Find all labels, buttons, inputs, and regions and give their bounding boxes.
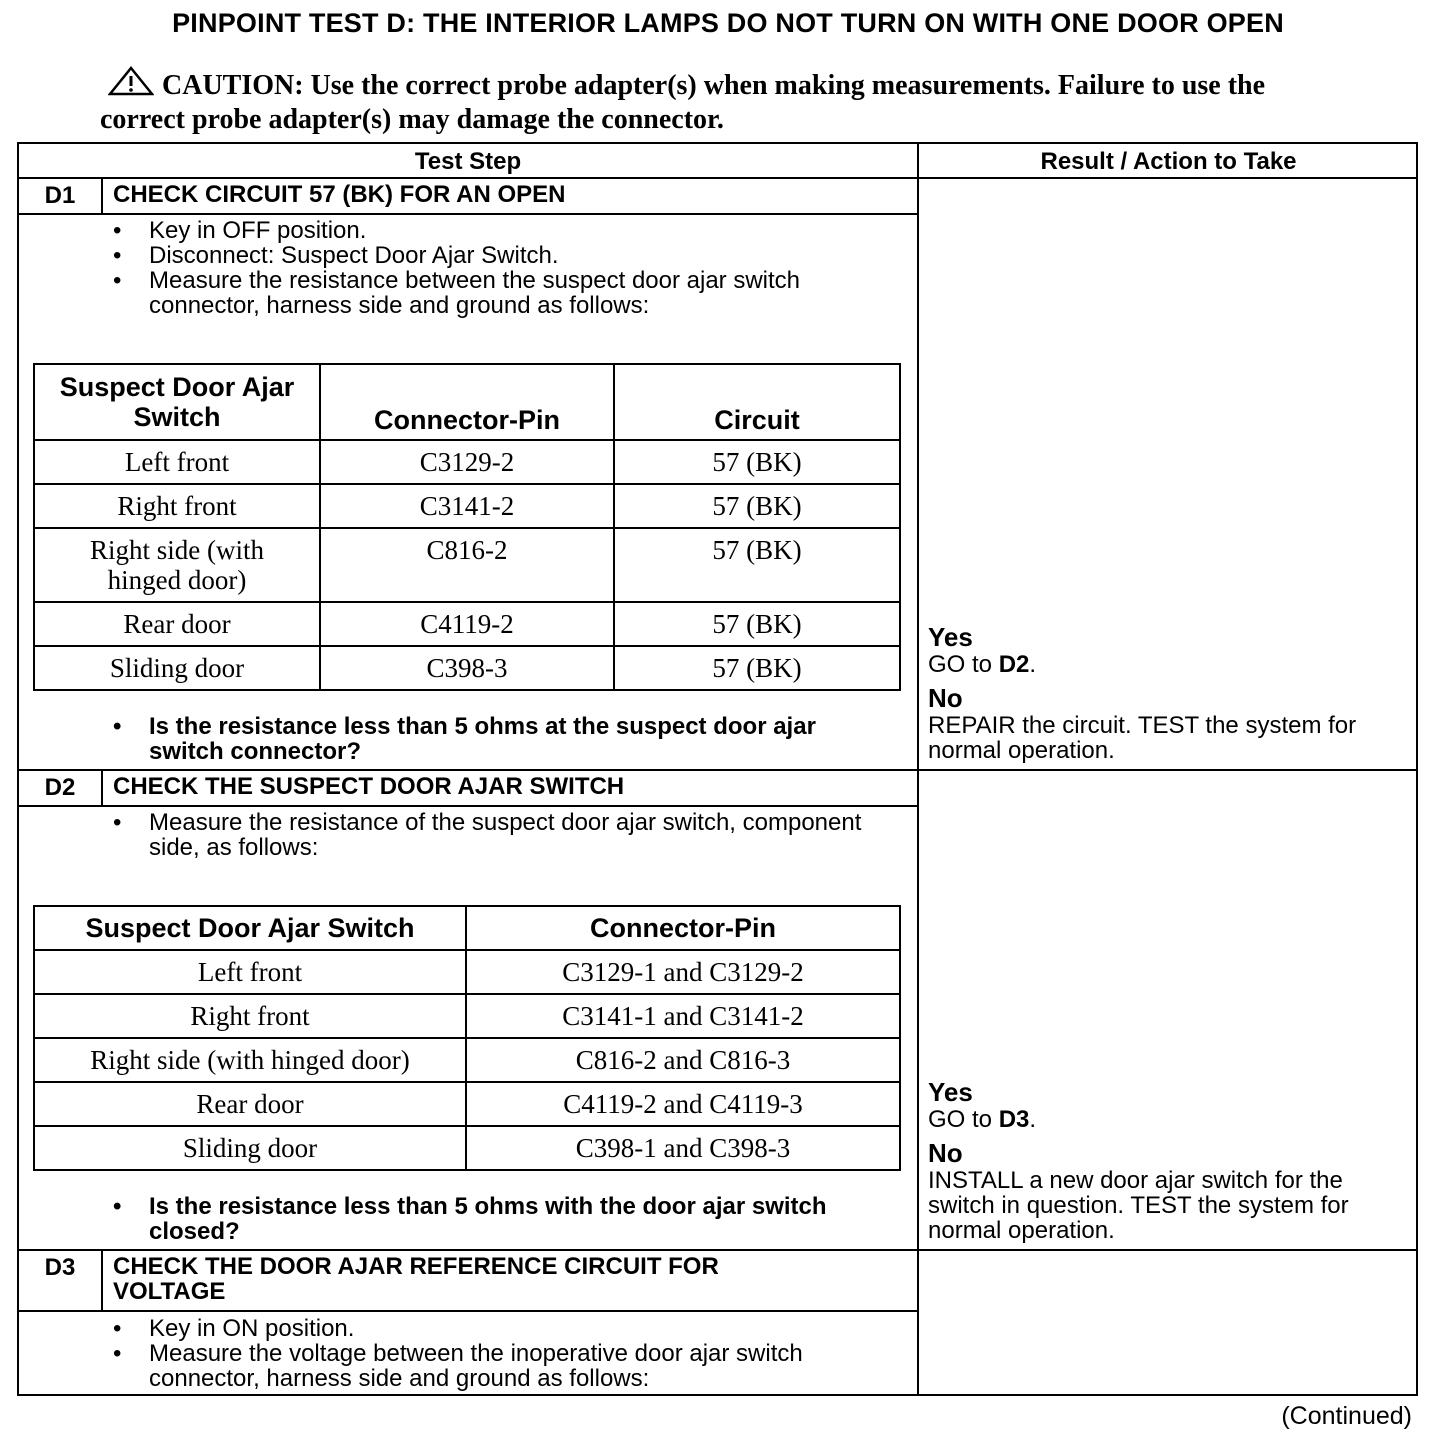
list-item: • Measure the resistance of the suspect door ajar switch, component side, as follows: [113,810,883,860]
result-yes-label: Yes [928,622,973,652]
step-id-d3: D3 [44,1254,76,1281]
step-title-d2: CHECK THE SUSPECT DOOR AJAR SWITCH [113,773,625,800]
result-no-text: INSTALL a new door ajar switch for the switch in question. TEST the system for normal operation. [928,1167,1349,1244]
result-no-text: REPAIR the circuit. TEST the system for normal operation. [928,712,1357,764]
caution-notice [100,66,1340,136]
table-row: Rear door C4119-2 and C4119-3 [34,1082,900,1126]
list-item: • Measure the voltage between the inoperative door ajar switch connector, harness side and ground as follows: [113,1341,883,1391]
result-d2: Yes GO to D3. No INSTALL a new door ajar switch for the switch in question. TEST the system for normal operation. [928,1077,1398,1243]
result-no-label: No [928,1138,963,1168]
table-row: Rear door C4119-2 57 (BK) [34,602,900,646]
step-id-d1: D1 [44,182,76,209]
table-row: Sliding door C398-3 57 (BK) [34,646,900,690]
result-no-label: No [928,683,963,713]
table-row: Right side (with hinged door) C816-2 57 (BK) [34,528,900,602]
table-row: Sliding door C398-1 and C398-3 [34,1126,900,1170]
list-item: • Key in OFF position. [113,218,883,243]
table-row: Left front C3129-1 and C3129-2 [34,950,900,994]
step-id-d2: D2 [44,774,76,801]
caution-label: CAUTION: [162,70,304,101]
step-d1-question: • Is the resistance less than 5 ohms at the suspect door ajar switch connector? [113,714,893,764]
table-header: Suspect Door Ajar Switch [34,906,466,950]
table-header: Connector-Pin [320,364,614,440]
step-title-d3: CHECK THE DOOR AJAR REFERENCE CIRCUIT FOR VOLTAGE [113,1253,719,1305]
list-item: • Key in ON position. [113,1316,883,1341]
step-d1-instructions [113,218,883,318]
table-header: Connector-Pin [466,906,900,950]
step-d3-instructions [113,1316,883,1391]
list-item: • Measure the resistance between the suspect door ajar switch connector, harness side and ground as follows: [113,268,883,318]
header-test-step: Test Step [414,148,522,175]
table-row: Left front C3129-2 57 (BK) [34,440,900,484]
goto-d3-link[interactable]: D3 [998,1106,1030,1133]
warning-triangle-icon [108,66,154,104]
step-title-d1: CHECK CIRCUIT 57 (BK) FOR AN OPEN [113,181,566,208]
step-d2-instructions [113,810,883,860]
continued-note: (Continued) [1281,1402,1412,1430]
page-title: PINPOINT TEST D: THE INTERIOR LAMPS DO NOT TURN ON WITH ONE DOOR OPEN [172,8,1284,38]
table-header: Suspect Door Ajar Switch [34,364,320,440]
table-row: Right front C3141-1 and C3141-2 [34,994,900,1038]
goto-d2-link[interactable]: D2 [998,651,1030,678]
caution-text: Use the correct probe adapter(s) when making measurements. Failure to use the correct probe adapter(s) may damage the connector. [100,70,1266,135]
table-row: Right side (with hinged door) C816-2 and C816-3 [34,1038,900,1082]
table-row: Right front C3141-2 57 (BK) [34,484,900,528]
step-d2-question: • Is the resistance less than 5 ohms with the door ajar switch closed? [113,1194,893,1244]
header-result: Result / Action to Take [1040,148,1297,175]
result-yes-label: Yes [928,1077,973,1107]
d2-connector-table [33,905,901,1171]
list-item: • Disconnect: Suspect Door Ajar Switch. [113,243,883,268]
d1-connector-table [33,363,901,691]
table-header: Circuit [614,364,900,440]
result-d1: Yes GO to D2. No REPAIR the circuit. TEST the system for normal operation. [928,622,1398,763]
